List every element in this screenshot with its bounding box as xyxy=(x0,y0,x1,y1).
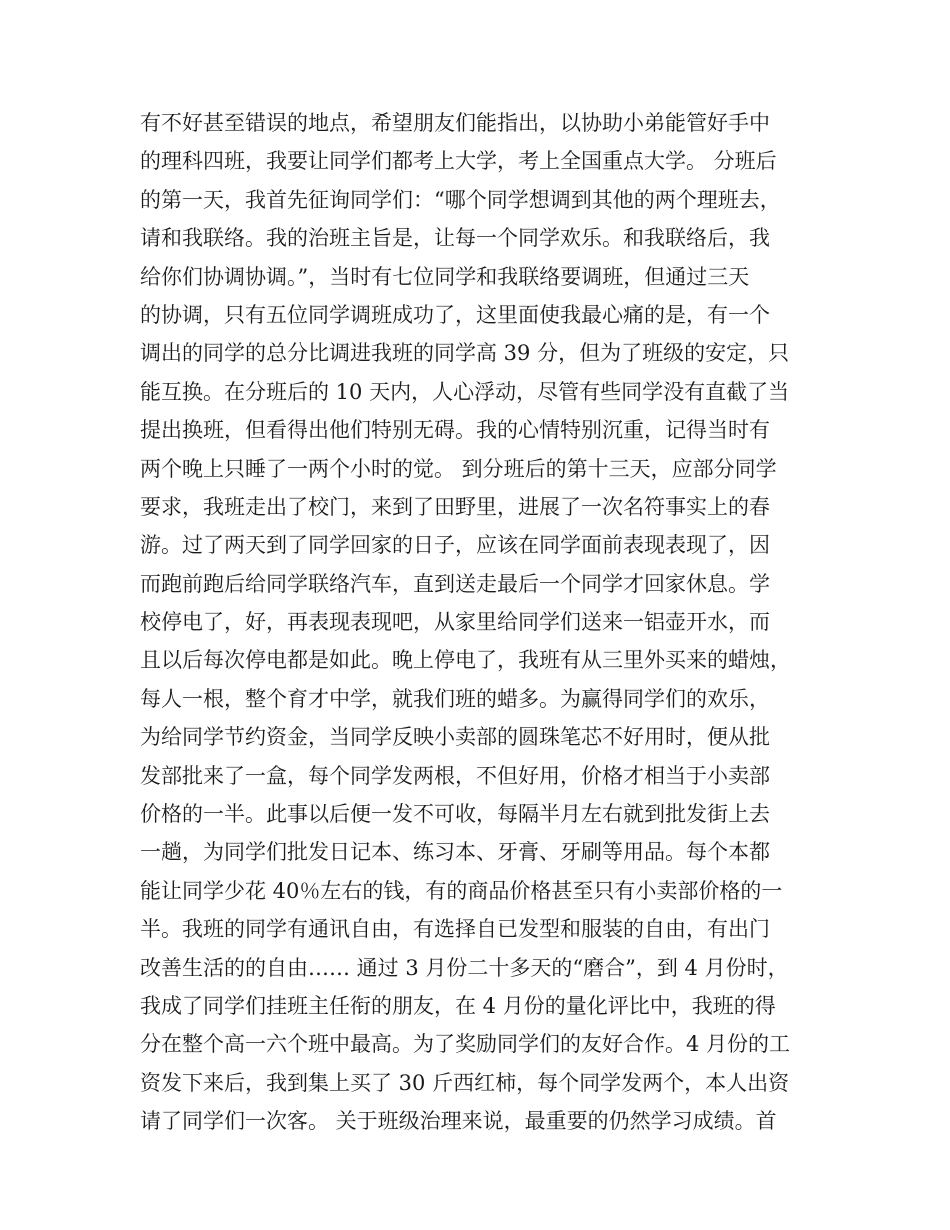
text-line: 为给同学节约资金，当同学反映小卖部的圆珠笔芯不好用时，便从批 xyxy=(140,725,770,750)
text-line: 我成了同学们挂班主任衔的朋友，在 4 月份的量化评比中，我班的得 xyxy=(140,993,776,1018)
text-line: 改善生活的的自由…… 通过 3 月份二十多天的“磨合”，到 4 月份时， xyxy=(140,955,789,980)
text-line: 的第一天，我首先征询同学们：“哪个同学想调到其他的两个理班去， xyxy=(140,187,781,212)
text-line: 一趟，为同学们批发日记本、练习本、牙膏、牙刷等用品。每个本都 xyxy=(140,840,770,865)
text-line: 能让同学少花 40％左右的钱，有的商品价格甚至只有小卖部价格的一 xyxy=(140,878,783,903)
text-line: 游。过了两天到了同学回家的日子，应该在同学面前表现表现了，因 xyxy=(140,533,770,558)
text-line: 每人一根，整个育才中学，就我们班的蜡多。为赢得同学们的欢乐， xyxy=(140,686,770,711)
text-line: 请了同学们一次客。 关于班级治理来说，最重要的仍然学习成绩。首 xyxy=(140,1109,777,1134)
text-line: 给你们协调协调。”，当时有七位同学和我联络要调班，但通过三天 xyxy=(140,264,750,289)
text-line: 分在整个高一六个班中最高。为了奖励同学们的友好合作。4 月份的工 xyxy=(140,1032,791,1057)
text-line: 要求，我班走出了校门，来到了田野里，进展了一次名符事实上的春 xyxy=(140,494,770,519)
text-line: 发部批来了一盒，每个同学发两根，不但好用，价格才相当于小卖部 xyxy=(140,763,770,788)
body-text xyxy=(140,104,840,1141)
text-line: 提出换班，但看得出他们特别无碍。我的心情特别沉重，记得当时有 xyxy=(140,418,770,443)
text-line: 有不好甚至错误的地点，希望朋友们能指出，以协助小弟能管好手中 xyxy=(140,111,770,135)
text-line: 的协调，只有五位同学调班成功了，这里面使我最心痛的是，有一个 xyxy=(140,302,770,327)
text-line: 且以后每次停电都是如此。晚上停电了，我班有从三里外买来的蜡烛， xyxy=(140,648,791,673)
text-line: 请和我联络。我的治班主旨是，让每一个同学欢乐。和我联络后，我 xyxy=(140,226,770,251)
text-line: 调出的同学的总分比调进我班的同学高 39 分，但为了班级的安定，只 xyxy=(140,341,790,366)
text-line: 能互换。在分班后的 10 天内，人心浮动，尽管有些同学没有直截了当 xyxy=(140,379,790,404)
text-line: 而跑前跑后给同学联络汽车，直到送走最后一个同学才回家休息。学 xyxy=(140,571,770,596)
text-line: 的理科四班，我要让同学们都考上大学，考上全国重点大学。 分班后 xyxy=(140,149,777,174)
text-line: 资发下来后，我到集上买了 30 斤西红柿，每个同学发两个，本人出资 xyxy=(140,1070,790,1095)
text-line: 价格的一半。此事以后便一发不可收，每隔半月左右就到批发街上去 xyxy=(140,802,770,827)
text-line: 半。我班的同学有通讯自由，有选择自已发型和服装的自由，有出门 xyxy=(140,917,770,942)
text-line: 两个晚上只睡了一两个小时的觉。 到分班后的第十三天，应部分同学 xyxy=(140,456,777,481)
text-line: 校停电了，好，再表现表现吧，从家里给同学们送来一铝壶开水，而 xyxy=(140,610,770,635)
